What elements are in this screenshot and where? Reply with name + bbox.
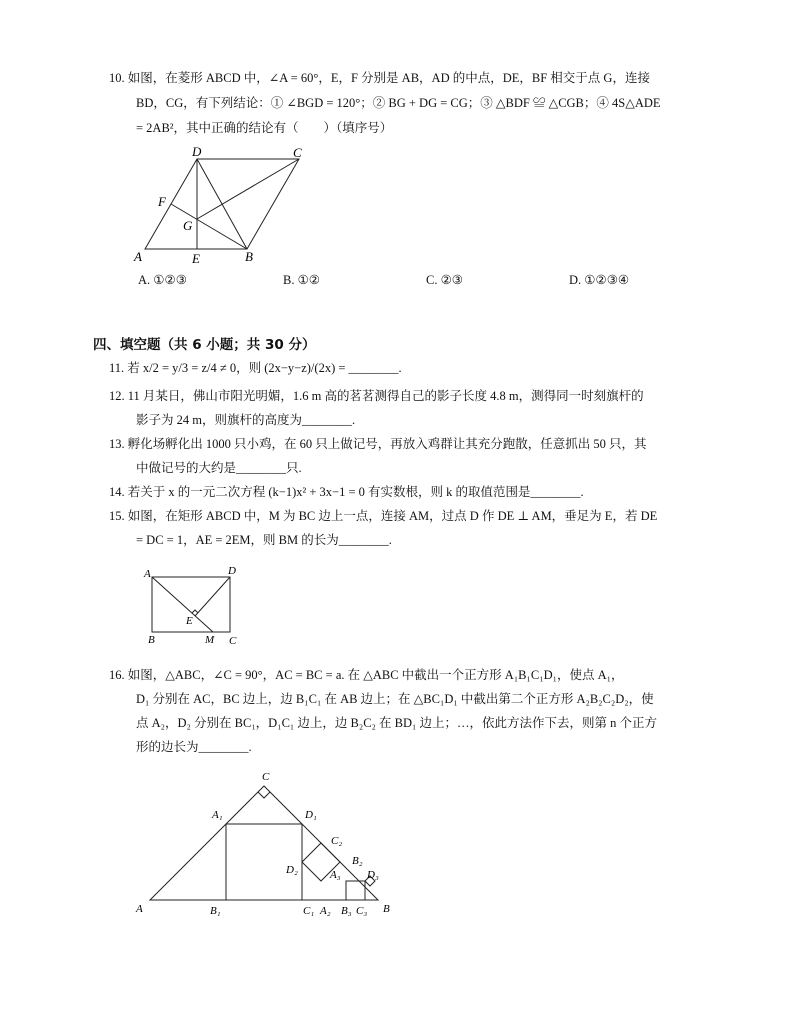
label-16-c2: C₂ — [331, 835, 343, 847]
q10-line-2: BD，CG，有下列结论：① ∠BGD = 120°；② BG + DG = CG；③ △BDF ≌ △CGB；④ 4S△ADE — [136, 96, 661, 110]
q15-line-1: 15. 如图，在矩形 ABCD 中，M 为 BC 边上一点，连接 AM，过点 D 作 DE ⊥ AM，垂足为 E，若 DE — [109, 509, 658, 523]
label-16-b3: B₃ — [341, 905, 352, 917]
right-angle-mark-c — [258, 792, 270, 798]
q12-line-2: 影子为 24 m，则旗杆的高度为________. — [136, 413, 356, 427]
triangle-figure — [150, 786, 378, 900]
label-16-c3: C₃ — [356, 905, 368, 917]
section-4-title: 四、填空题（共 6 小题；共 30 分） — [93, 337, 316, 353]
q15-line-2: = DC = 1，AE = 2EM，则 BM 的长为________. — [136, 533, 392, 547]
triangle-abc — [150, 786, 378, 900]
label-16-c1: C₁ — [303, 905, 315, 917]
label-16-b1: B₁ — [210, 905, 221, 917]
q12-line-1: 12. 11 月某日，佛山市阳光明媚，1.6 m 高的茗茗测得自己的影子长度 4.8 m，测得同一时刻旗杆的 — [109, 389, 644, 403]
label-g: G — [183, 218, 193, 233]
label-16-b2: B₂ — [352, 855, 363, 867]
q10-option-a: A. ①②③ — [138, 273, 187, 287]
rhombus-lines — [145, 159, 299, 249]
label-15-m: M — [205, 634, 215, 646]
segment-de-15 — [195, 577, 230, 616]
label-c: C — [293, 145, 302, 160]
label-15-e: E — [186, 615, 193, 627]
q10-option-b: B. ①② — [283, 273, 320, 287]
q10-option-d: D. ①②③④ — [569, 273, 630, 287]
label-b: B — [245, 249, 253, 264]
label-15-b: B — [148, 634, 155, 646]
q10-line-3: = 2AB²，其中正确的结论有（ ）（填序号） — [136, 121, 393, 135]
q13-line-1: 13. 孵化场孵化出 1000 只小鸡，在 60 只上做记号，再放入鸡群让其充分跑散，任意抓出 50 只，其 — [109, 437, 647, 451]
label-16-b: B — [383, 903, 390, 915]
label-16-d1: D₁ — [305, 809, 317, 821]
q11-line-1: 11. 若 x/2 = y/3 = z/4 ≠ 0，则 (2x−y−z)/(2x) = ________. — [109, 361, 402, 375]
q16-line-3: 点 A₂，D₂ 分别在 BC₁，D₁C₁ 边上，边 B₂C₂ 在 BD₁ 边上；…，依此方法作下去，则第 n 个正方 — [136, 716, 657, 730]
label-f: F — [158, 194, 166, 209]
label-15-c: C — [229, 635, 237, 647]
q16-line-2: D₁ 分别在 AC，BC 边上，边 B₁C₁ 在 AB 边上；在 △BC₁D₁ 中截出第二个正方形 A₂B₂C₂D₂，使 — [136, 692, 654, 706]
label-15-a: A — [144, 568, 151, 580]
segment-cg — [197, 159, 299, 219]
right-angle-mark-e — [192, 610, 198, 613]
q16-line-1: 16. 如图，△ABC，∠C = 90°，AC = BC = a. 在 △ABC 中截出一个正方形 A₁B₁C₁D₁，使点 A₁， — [109, 668, 624, 682]
label-15-d: D — [228, 565, 236, 577]
label-16-a2: A₂ — [320, 905, 331, 917]
square-1 — [226, 824, 302, 900]
label-16-d2: D₂ — [286, 864, 298, 876]
segment-am — [152, 577, 213, 632]
label-16-a: A — [136, 903, 143, 915]
q14-line-1: 14. 若关于 x 的一元二次方程 (k−1)x² + 3x−1 = 0 有实数根，则 k 的取值范围是________. — [109, 485, 584, 499]
label-16-a3: A₃ — [330, 869, 341, 881]
q10-option-c: C. ②③ — [426, 273, 463, 287]
label-a: A — [134, 249, 142, 264]
label-d: D — [192, 144, 202, 159]
q16-line-4: 形的边长为________. — [136, 740, 252, 754]
label-e: E — [192, 251, 200, 266]
label-16-d3: D₃ — [367, 869, 379, 881]
label-16-a1: A₁ — [212, 809, 223, 821]
q10-line-1: 10. 如图，在菱形 ABCD 中，∠A = 60°，E，F 分别是 AB，AD 的中点，DE，BF 相交于点 G，连接 — [109, 71, 650, 85]
label-16-c: C — [262, 771, 270, 783]
q13-line-2: 中做记号的大约是________只. — [136, 461, 302, 475]
